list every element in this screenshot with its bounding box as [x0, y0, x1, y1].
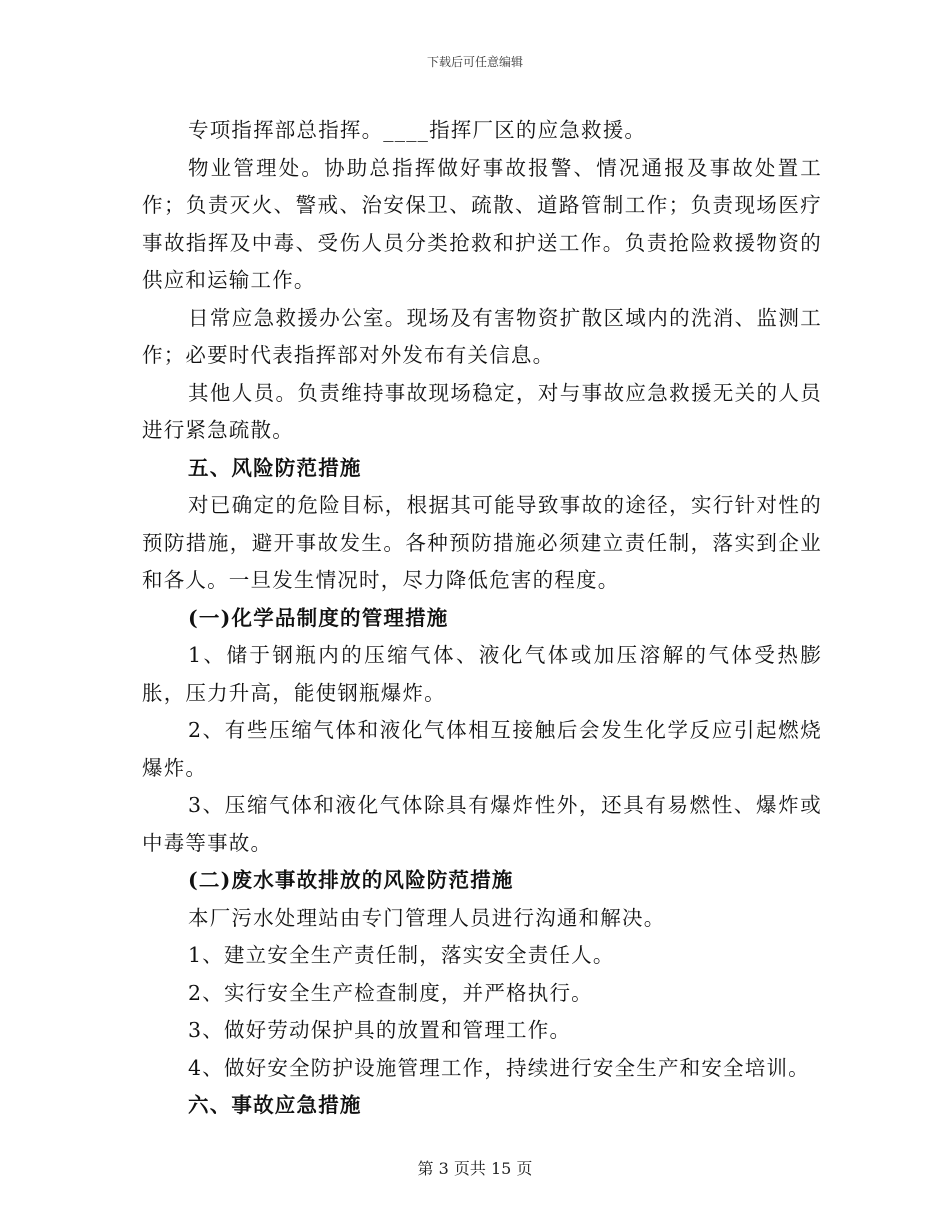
list-item: 1、建立安全生产责任制，落实安全责任人。 [188, 943, 615, 967]
subsection-heading: (二)废水事故排放的风险防范措施 [188, 868, 514, 892]
list-item: 3、压缩气体和液化气体除具有爆炸性外，还具有易燃性、爆炸或中毒等事故。 [142, 793, 822, 855]
paragraph: 本厂污水处理站由专门管理人员进行沟通和解决。 [188, 905, 666, 930]
paragraph: 其他人员。负责维持事故现场稳定，对与事故应急救援无关的人员进行紧急疏散。 [142, 380, 822, 442]
paragraph: 物业管理处。协助总指挥做好事故报警、情况通报及事故处置工作；负责灭火、警戒、治安保卫、疏散、道路管制工作；负责现场医疗事故指挥及中毒、受伤人员分类抢救和护送工作。负责抢险救援物资的供应和运输工作。 [142, 155, 822, 292]
list-item: 2、有些压缩气体和液化气体相互接触后会发生化学反应引起燃烧爆炸。 [142, 718, 822, 780]
section-heading: 六、事故应急措施 [188, 1093, 362, 1117]
page-number: 第 3 页共 15 页 [417, 1159, 533, 1178]
paragraph: 日常应急救援办公室。现场及有害物资扩散区域内的洗消、监测工作；必要时代表指挥部对外发布有关信息。 [142, 305, 822, 367]
document-body [142, 112, 822, 1125]
list-item: 4、做好安全防护设施管理工作，持续进行安全生产和安全培训。 [188, 1055, 810, 1080]
list-item: 2、实行安全生产检查制度，并严格执行。 [188, 980, 593, 1005]
paragraph: 专项指挥部总指挥。____指挥厂区的应急救援。 [188, 118, 647, 142]
section-heading: 五、风险防范措施 [188, 455, 362, 480]
subsection-heading: (一)化学品制度的管理措施 [188, 605, 449, 630]
list-item: 3、做好劳动保护具的放置和管理工作。 [188, 1018, 572, 1042]
list-item: 1、储于钢瓶内的压缩气体、液化气体或加压溶解的气体受热膨胀，压力升高，能使钢瓶爆炸。 [142, 643, 822, 705]
page-header-note: 下载后可任意编辑 [426, 55, 523, 69]
paragraph: 对已确定的危险目标，根据其可能导致事故的途径，实行针对性的预防措施，避开事故发生。各种预防措施必须建立责任制，落实到企业和各人。一旦发生情况时，尽力降低危害的程度。 [142, 493, 822, 592]
